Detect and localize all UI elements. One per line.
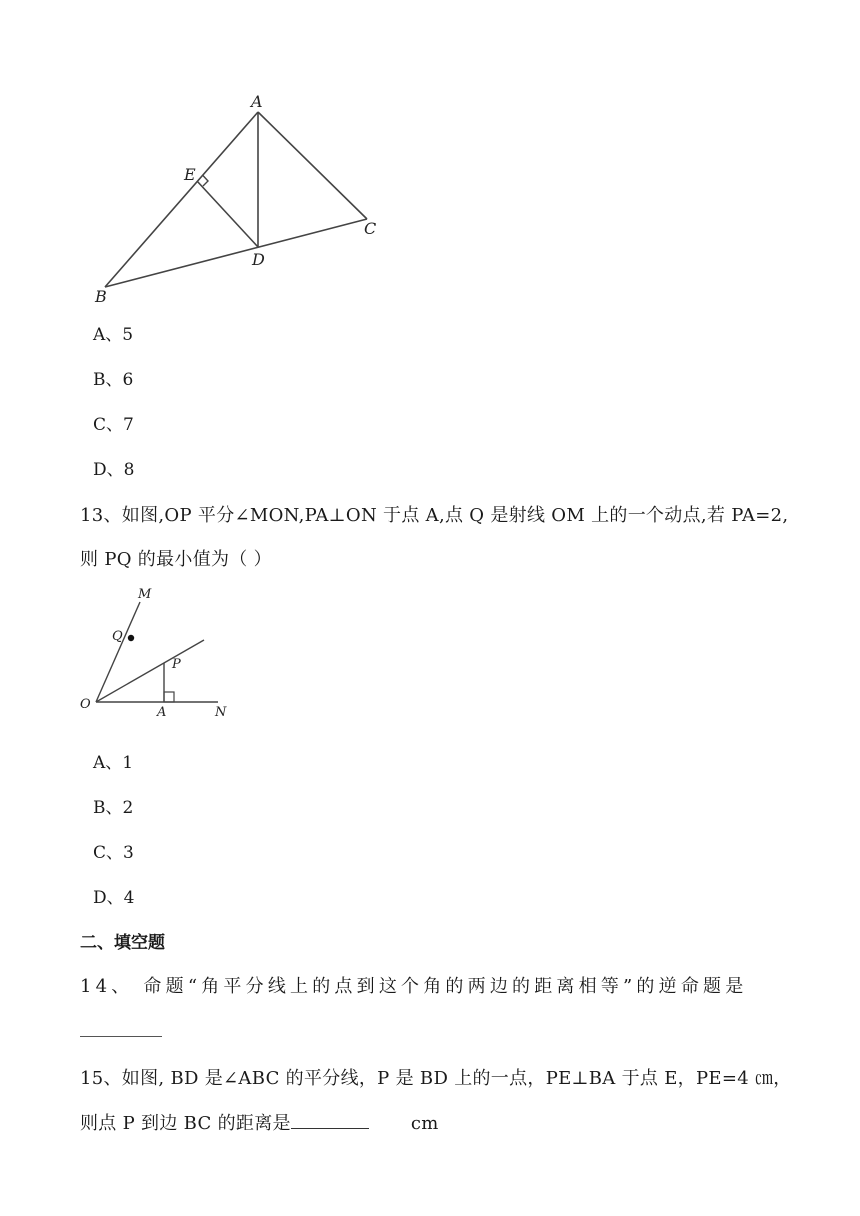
- q13-option-a: A、1: [93, 753, 134, 773]
- q13-option-c: C、3: [93, 843, 134, 863]
- label-e: E: [184, 165, 196, 184]
- section-heading: 二、填空题: [80, 933, 165, 953]
- q12-option-b: B、6: [93, 370, 134, 390]
- label-q: Q: [112, 629, 123, 644]
- q15-prefix: 则点 P 到边 BC 的距离是: [80, 1113, 291, 1134]
- q15-text-line2: [80, 1109, 439, 1135]
- label-b: B: [95, 287, 107, 306]
- label-d: D: [252, 250, 265, 269]
- q13-text-line2: 则 PQ 的最小值为（ ）: [80, 549, 272, 570]
- q12-option-c: C、7: [93, 415, 134, 435]
- label-p: P: [172, 657, 181, 672]
- segment-ed: [197, 181, 258, 247]
- q14-text: 14、 命题“角平分线上的点到这个角的两边的距离相等”的逆命题是: [80, 976, 748, 997]
- q12-option-d: D、8: [93, 460, 135, 480]
- label-c: C: [364, 219, 377, 238]
- right-angle-mark: [203, 175, 209, 186]
- q13-text-line1: 13、如图,OP 平分∠MON,PA⊥ON 于点 A,点 Q 是射线 OM 上的一个动点,若 PA=2,: [80, 505, 789, 526]
- ray-op: [96, 640, 204, 702]
- label-a: A: [251, 92, 263, 111]
- q15-answer-blank[interactable]: [291, 1128, 369, 1129]
- label-m: M: [138, 587, 152, 602]
- triangle-figure: [85, 88, 395, 310]
- label-n: N: [215, 705, 227, 720]
- point-q-dot: [128, 635, 134, 641]
- q13-option-b: B、2: [93, 798, 134, 818]
- q14-answer-blank[interactable]: [80, 1036, 162, 1037]
- right-angle-mark: [164, 692, 174, 702]
- label-o: O: [80, 697, 91, 712]
- label-a: A: [157, 705, 167, 720]
- segment-ab: [105, 112, 258, 287]
- angle-bisector-figure: [76, 582, 238, 722]
- segment-ac: [258, 112, 367, 219]
- segment-bc: [105, 219, 367, 287]
- q12-option-a: A、5: [93, 325, 134, 345]
- q15-text-line1: 15、如图, BD 是∠ABC 的平分线，P 是 BD 上的一点，PE⊥BA 于点 E，PE=4 ㎝，: [80, 1068, 792, 1089]
- ray-om: [96, 602, 140, 702]
- q15-unit: cm: [410, 1113, 439, 1134]
- q13-option-d: D、4: [93, 888, 135, 908]
